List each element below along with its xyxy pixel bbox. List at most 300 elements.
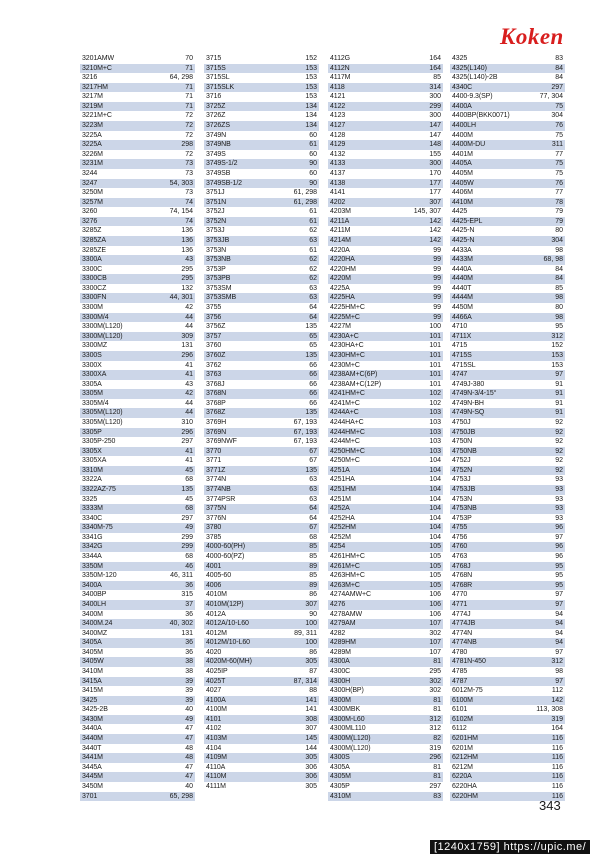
part-code: 4202 [330, 198, 346, 206]
page-reference: 47 [185, 725, 193, 733]
part-code: 3726Z [206, 112, 226, 120]
page-reference: 295 [181, 275, 193, 283]
index-entry [450, 207, 565, 217]
part-code: 3405W [82, 658, 104, 666]
page-reference: 63 [309, 236, 317, 244]
page-reference: 60 [309, 131, 317, 139]
index-entry [328, 265, 443, 275]
index-entry [328, 753, 443, 763]
part-code: 3305M(L120) [82, 409, 123, 417]
index-entry [450, 140, 565, 150]
part-code: 4220A [330, 246, 350, 254]
page-reference: 298 [181, 141, 193, 149]
page-reference: 135 [305, 409, 317, 417]
page-reference: 99 [433, 304, 441, 312]
part-code: 3425 [82, 696, 98, 704]
index-entry [204, 389, 319, 399]
index-entry [450, 64, 565, 74]
index-entry [204, 782, 319, 792]
part-code: 3231M [82, 160, 103, 168]
index-entry [450, 83, 565, 93]
part-code: 4760 [452, 543, 468, 551]
index-entry [328, 581, 443, 591]
page-reference: 74 [185, 198, 193, 206]
part-code: 4251A [330, 466, 350, 474]
index-entry [80, 313, 195, 323]
page-reference: 81 [433, 763, 441, 771]
index-entry [80, 657, 195, 667]
index-entry [328, 590, 443, 600]
part-code: 4110A [206, 763, 226, 771]
page-reference: 105 [429, 553, 441, 561]
index-entry [328, 792, 443, 802]
part-code: 4261M+C [330, 562, 360, 570]
part-code: 3445A [82, 763, 102, 771]
page-reference: 91 [555, 409, 563, 417]
page-reference: 85 [555, 284, 563, 292]
part-code: 4252HA [330, 514, 355, 522]
part-code: 4137 [330, 169, 346, 177]
index-entry [80, 341, 195, 351]
index-entry [450, 226, 565, 236]
page-reference: 62 [309, 265, 317, 273]
part-code: 3305P-250 [82, 438, 116, 446]
page-reference: 312 [551, 658, 563, 666]
page-reference: 85 [433, 74, 441, 82]
page-reference: 164 [429, 64, 441, 72]
index-entry [80, 293, 195, 303]
part-code: 4025IP [206, 668, 228, 675]
page-reference: 99 [433, 256, 441, 264]
page-reference: 299 [429, 102, 441, 110]
index-entry [204, 217, 319, 227]
part-code: 4466A [452, 313, 472, 321]
page-reference: 100 [429, 323, 441, 331]
page-reference: 304 [551, 236, 563, 244]
page-reference: 103 [429, 409, 441, 417]
page-reference: 97 [555, 600, 563, 608]
page-reference: 63 [309, 495, 317, 503]
index-entry [328, 198, 443, 208]
page-reference: 65 [309, 342, 317, 350]
part-code: 3440T [82, 744, 102, 752]
index-entry [328, 571, 443, 581]
page-reference: 46 [185, 562, 193, 570]
page-reference: 86 [309, 648, 317, 656]
page-reference: 103 [429, 447, 441, 455]
part-code: 3257M [82, 198, 103, 206]
part-code: 3322AZ-75 [82, 486, 116, 494]
part-code: 3300M [82, 304, 103, 312]
index-entry [328, 102, 443, 112]
index-entry [80, 542, 195, 552]
page-reference: 61, 298 [293, 189, 317, 197]
part-code: 3752N [206, 217, 227, 225]
index-entry [328, 169, 443, 179]
page-reference: 307 [305, 725, 317, 733]
index-entry [328, 523, 443, 533]
index-entry [328, 313, 443, 323]
index-entry [80, 523, 195, 533]
page-reference: 302 [429, 629, 441, 637]
index-entry [328, 246, 443, 256]
part-code: 3715SL [206, 74, 230, 82]
page-reference: 75 [555, 160, 563, 168]
part-code: 4749N-3/4-15° [452, 390, 497, 398]
page-reference: 75 [555, 131, 563, 139]
index-entry [80, 274, 195, 284]
index-entry [80, 140, 195, 150]
part-code: 3770 [206, 447, 222, 455]
part-code: 4225HA [330, 294, 355, 302]
index-entry [328, 724, 443, 734]
page-reference: 97 [555, 591, 563, 599]
part-code: 4025T [206, 677, 226, 685]
part-code: 3310M [82, 466, 103, 474]
part-code: 4129 [330, 141, 346, 149]
part-code: 4241HM+C [330, 390, 365, 398]
index-entry [450, 495, 565, 505]
page-reference: 107 [429, 639, 441, 647]
part-code: 4715SL [452, 361, 476, 369]
index-entry [328, 236, 443, 246]
part-code: 4410M [452, 198, 473, 206]
page-reference: 107 [429, 648, 441, 656]
page-reference: 101 [429, 332, 441, 340]
index-entry [80, 734, 195, 744]
page-reference: 99 [433, 246, 441, 254]
part-code: 3300CB [82, 275, 107, 283]
page-reference: 96 [555, 524, 563, 532]
part-code: 6201HM [452, 735, 478, 743]
index-entry [80, 361, 195, 371]
page-reference: 91 [555, 399, 563, 407]
page-reference: 92 [555, 447, 563, 455]
index-entry [450, 102, 565, 112]
index-entry [204, 332, 319, 342]
part-code: 3785 [206, 533, 222, 541]
index-entry [450, 322, 565, 332]
part-code: 3405M [82, 648, 103, 656]
index-entry [204, 552, 319, 562]
index-entry [328, 485, 443, 495]
page-reference: 78 [555, 198, 563, 206]
part-code: 3774N [206, 476, 227, 484]
page-reference: 296 [181, 351, 193, 359]
part-code: 3300S [82, 351, 102, 359]
index-entry [80, 111, 195, 121]
page-reference: 92 [555, 418, 563, 426]
part-code: 3440M [82, 735, 103, 743]
part-code: 4117M [330, 74, 351, 82]
page-reference: 90 [309, 179, 317, 187]
page-reference: 67 [309, 447, 317, 455]
part-code: 4244HA+C [330, 418, 364, 426]
part-code: 3753SMB [206, 294, 237, 302]
part-code: 6212HM [452, 754, 478, 762]
index-entry [450, 514, 565, 524]
index-entry [450, 638, 565, 648]
index-entry [204, 361, 319, 371]
page-reference: 94 [555, 629, 563, 637]
index-entry [204, 610, 319, 620]
index-entry [80, 303, 195, 313]
part-code: 3300M(L120) [82, 332, 123, 340]
page-reference: 61 [309, 217, 317, 225]
index-entry [80, 83, 195, 93]
part-code: 3775N [206, 505, 227, 513]
index-entry [80, 533, 195, 543]
part-code: 3440A [82, 725, 102, 733]
index-entry [328, 361, 443, 371]
page-reference: 297 [181, 514, 193, 522]
part-code: 3210M+C [82, 64, 112, 72]
part-code: 6201M [452, 744, 473, 752]
part-code: 3776N [206, 514, 227, 522]
koken-logo: Koken [500, 24, 564, 49]
index-entry [450, 92, 565, 102]
index-entry [204, 686, 319, 696]
part-code: 3751N [206, 198, 227, 206]
index-entry [80, 485, 195, 495]
part-code: 4300M(L120) [330, 735, 371, 743]
index-entry [80, 102, 195, 112]
index-entry [204, 705, 319, 715]
page-reference: 62 [309, 227, 317, 235]
index-entry [204, 495, 319, 505]
part-code: 4768R [452, 581, 473, 589]
index-entry [204, 648, 319, 658]
index-entry [80, 495, 195, 505]
part-code: 4325 [452, 55, 468, 62]
part-code: 3300M(L120) [82, 323, 123, 331]
part-code: 4012A/10-L60 [206, 620, 249, 628]
page-reference: 68, 98 [543, 256, 563, 264]
page-reference: 101 [429, 351, 441, 359]
page-reference: 67, 193 [293, 418, 317, 426]
page-reference: 77, 304 [539, 93, 563, 101]
page-reference: 95 [555, 572, 563, 580]
index-entry [80, 466, 195, 476]
page-reference: 101 [429, 361, 441, 369]
part-code: 4749N-BH [452, 399, 484, 407]
part-code: 4785 [452, 668, 468, 675]
page-reference: 96 [555, 553, 563, 561]
index-entry [204, 188, 319, 198]
index-entry [80, 514, 195, 524]
part-code: 3751J [206, 189, 225, 197]
part-code: 4749J-380 [452, 380, 485, 388]
part-code: 3226M [82, 150, 103, 158]
part-code: 4787 [452, 677, 468, 685]
part-code: 3752J [206, 208, 225, 216]
page-reference: 74, 154 [169, 208, 193, 216]
page-reference: 83 [433, 792, 441, 800]
index-entry [450, 724, 565, 734]
page-reference: 104 [429, 533, 441, 541]
part-code: 4405A [452, 160, 472, 168]
index-entry [450, 763, 565, 773]
index-entry [80, 265, 195, 275]
index-entry [450, 686, 565, 696]
index-entry [328, 408, 443, 418]
index-entry [450, 54, 565, 64]
page-reference: 75 [555, 102, 563, 110]
page-reference: 64 [309, 514, 317, 522]
index-entry [80, 351, 195, 361]
page-reference: 142 [429, 227, 441, 235]
page-reference: 103 [429, 418, 441, 426]
page-reference: 81 [433, 658, 441, 666]
index-entry [450, 782, 565, 792]
part-code: 4220HA [330, 256, 355, 264]
page-reference: 155 [429, 150, 441, 158]
index-entry [204, 763, 319, 773]
part-code: 4254 [330, 543, 346, 551]
page-reference: 80 [555, 304, 563, 312]
part-code: 4244M+C [330, 438, 360, 446]
page-reference: 309 [181, 332, 193, 340]
index-entry [328, 418, 443, 428]
index-entry [204, 533, 319, 543]
page-reference: 310 [181, 418, 193, 426]
index-entry [204, 150, 319, 160]
index-entry [328, 562, 443, 572]
page-reference: 68 [185, 476, 193, 484]
index-entry [328, 341, 443, 351]
page-reference: 67 [309, 457, 317, 465]
part-code: 4252HM [330, 524, 356, 532]
index-entry [80, 610, 195, 620]
index-entry [450, 188, 565, 198]
page-reference: 72 [185, 131, 193, 139]
part-code: 4750N [452, 438, 473, 446]
page-reference: 93 [555, 505, 563, 513]
part-code: 3757 [206, 332, 222, 340]
part-code: 6220HA [452, 782, 477, 790]
page-reference: 60 [309, 169, 317, 177]
part-code: 4300M [330, 696, 351, 704]
part-code: 4282 [330, 629, 346, 637]
index-entry [450, 265, 565, 275]
page-reference: 113, 308 [536, 706, 563, 714]
part-code: 4425-N [452, 227, 475, 235]
part-code: 4300H(BP) [330, 687, 364, 695]
part-code: 4433A [452, 246, 472, 254]
page-reference: 98 [555, 246, 563, 254]
page-reference: 142 [429, 236, 441, 244]
page-reference: 45 [185, 495, 193, 503]
page-reference: 177 [429, 189, 441, 197]
part-code: 3305A [82, 380, 102, 388]
index-entry [204, 322, 319, 332]
page-reference: 95 [555, 323, 563, 331]
index-entry [204, 265, 319, 275]
part-code: 4000-60(PZ) [206, 553, 245, 561]
index-entry [450, 581, 565, 591]
index-entry [450, 734, 565, 744]
part-code: 4220HM [330, 265, 356, 273]
index-entry [328, 677, 443, 687]
part-code: 4244A+C [330, 409, 359, 417]
part-code: 3756Z [206, 323, 226, 331]
index-entry [328, 389, 443, 399]
index-entry [450, 772, 565, 782]
page-reference: 116 [551, 754, 563, 762]
page-reference: 40 [185, 706, 193, 714]
page-reference: 104 [429, 495, 441, 503]
part-code: 4771 [452, 600, 468, 608]
part-code: 3305XA [82, 457, 107, 465]
part-code: 3753JB [206, 236, 230, 244]
part-code: 4251M [330, 495, 351, 503]
part-code: 4225M+C [330, 313, 360, 321]
part-code: 3415A [82, 677, 102, 685]
part-code: 4121 [330, 93, 346, 101]
part-code: 4433M [452, 256, 473, 264]
index-entry [80, 246, 195, 256]
page-reference: 104 [429, 514, 441, 522]
index-entry [450, 475, 565, 485]
page-reference: 153 [551, 361, 563, 369]
page-reference: 84 [555, 74, 563, 82]
part-code: 3285Z [82, 227, 102, 235]
part-code: 3223M [82, 122, 103, 130]
part-code: 4214M [330, 236, 351, 244]
part-code: 4300M(L120) [330, 744, 371, 752]
part-code: 3247 [82, 179, 98, 187]
index-entry [450, 274, 565, 284]
part-code: 4103M [206, 735, 227, 743]
part-code: 4325(L140) [452, 64, 487, 72]
index-entry [204, 179, 319, 189]
page-reference: 141 [305, 696, 317, 704]
page-reference: 93 [555, 495, 563, 503]
part-code: 4305A [330, 763, 350, 771]
part-code: 4405W [452, 179, 474, 187]
page-reference: 49 [185, 524, 193, 532]
page-reference: 135 [305, 466, 317, 474]
index-entry [80, 159, 195, 169]
index-entry [450, 437, 565, 447]
page-reference: 89, 311 [294, 629, 317, 637]
index-entry [80, 552, 195, 562]
index-entry [450, 159, 565, 169]
page-reference: 39 [185, 677, 193, 685]
part-code: 3450M [82, 782, 103, 790]
part-code: 4010M(12P) [206, 600, 244, 608]
page-reference: 64 [309, 505, 317, 513]
page-reference: 100 [305, 639, 317, 647]
page-reference: 300 [429, 93, 441, 101]
index-entry [450, 351, 565, 361]
part-code: 4100M [206, 706, 227, 714]
page-reference: 304 [551, 112, 563, 120]
index-entry [450, 610, 565, 620]
part-code: 3305M/4 [82, 399, 109, 407]
index-entry [450, 399, 565, 409]
page-reference: 305 [305, 754, 317, 762]
part-code: 3749S-1/2 [206, 160, 238, 168]
page-reference: 36 [185, 610, 193, 618]
part-code: 3300A [82, 256, 102, 264]
part-code: 4279AM [330, 620, 356, 628]
part-code: 4768N [452, 572, 473, 580]
part-code: 3762 [206, 361, 222, 369]
part-code: 4768J [452, 562, 471, 570]
part-code: 4020 [206, 648, 222, 656]
part-code: 3780 [206, 524, 222, 532]
